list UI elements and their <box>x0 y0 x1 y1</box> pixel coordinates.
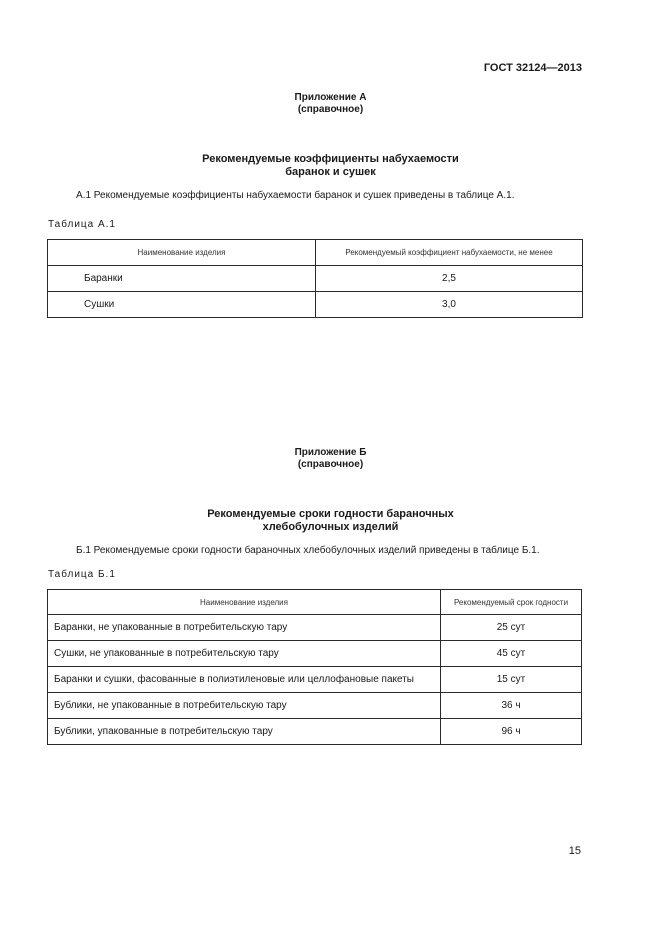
table-a1-label: Таблица А.1 <box>48 219 116 230</box>
appendix-b-paragraph: Б.1 Рекомендуемые сроки годности бараночных хлебобулочных изделий приведены в таблице Б.1. <box>76 545 540 556</box>
table-header-cell: Рекомендуемый коэффициент набухаемости, не менее <box>316 240 583 266</box>
table-a1 <box>47 239 583 318</box>
table-cell-name: Баранки <box>48 266 316 292</box>
appendix-a-paragraph: А.1 Рекомендуемые коэффициенты набухаемости баранок и сушек приведены в таблице А.1. <box>76 190 515 201</box>
appendix-b-label: Приложение Б <box>294 447 367 458</box>
table-cell-value: 3,0 <box>316 292 583 318</box>
table-b1 <box>47 589 582 745</box>
table-row <box>48 266 583 292</box>
table-header-cell: Наименование изделия <box>48 590 441 615</box>
table-cell-value: 15 сут <box>441 667 582 693</box>
standard-number: ГОСТ 32124—2013 <box>483 62 582 74</box>
table-cell-value: 2,5 <box>316 266 583 292</box>
table-row <box>48 641 582 667</box>
table-cell-name: Сушки <box>48 292 316 318</box>
appendix-b-title-line1: Рекомендуемые сроки годности бараночных <box>207 508 454 520</box>
table-row <box>48 292 583 318</box>
table-b1-label: Таблица Б.1 <box>48 569 116 580</box>
appendix-a-label: Приложение А <box>294 92 367 103</box>
appendix-a-heading <box>0 92 661 116</box>
table-row <box>48 615 582 641</box>
table-cell-value: 45 сут <box>441 641 582 667</box>
table-header-cell: Рекомендуемый срок годности <box>441 590 582 615</box>
appendix-b-title-line2: хлебобулочных изделий <box>262 521 399 533</box>
appendix-b-heading <box>0 447 661 471</box>
table-cell-name: Бублики, упакованные в потребительскую тару <box>48 719 441 745</box>
appendix-b-kind: (справочное) <box>297 459 364 470</box>
table-header-row <box>48 240 583 266</box>
table-cell-value: 25 сут <box>441 615 582 641</box>
appendix-a-kind: (справочное) <box>297 104 364 115</box>
page-number: 15 <box>568 845 581 857</box>
appendix-a-title <box>0 153 661 179</box>
table-row <box>48 719 582 745</box>
appendix-b-title <box>0 508 661 534</box>
table-cell-value: 36 ч <box>441 693 582 719</box>
appendix-a-title-line2: баранок и сушек <box>285 166 376 178</box>
table-row <box>48 693 582 719</box>
table-cell-name: Сушки, не упакованные в потребительскую тару <box>48 641 441 667</box>
table-header-row <box>48 590 582 615</box>
appendix-a-title-line1: Рекомендуемые коэффициенты набухаемости <box>202 153 459 165</box>
table-cell-name: Баранки и сушки, фасованные в полиэтиленовые или целлофановые пакеты <box>48 667 441 693</box>
table-cell-value: 96 ч <box>441 719 582 745</box>
table-cell-name: Баранки, не упакованные в потребительскую тару <box>48 615 441 641</box>
table-row <box>48 667 582 693</box>
table-header-cell: Наименование изделия <box>48 240 316 266</box>
table-cell-name: Бублики, не упакованные в потребительскую тару <box>48 693 441 719</box>
